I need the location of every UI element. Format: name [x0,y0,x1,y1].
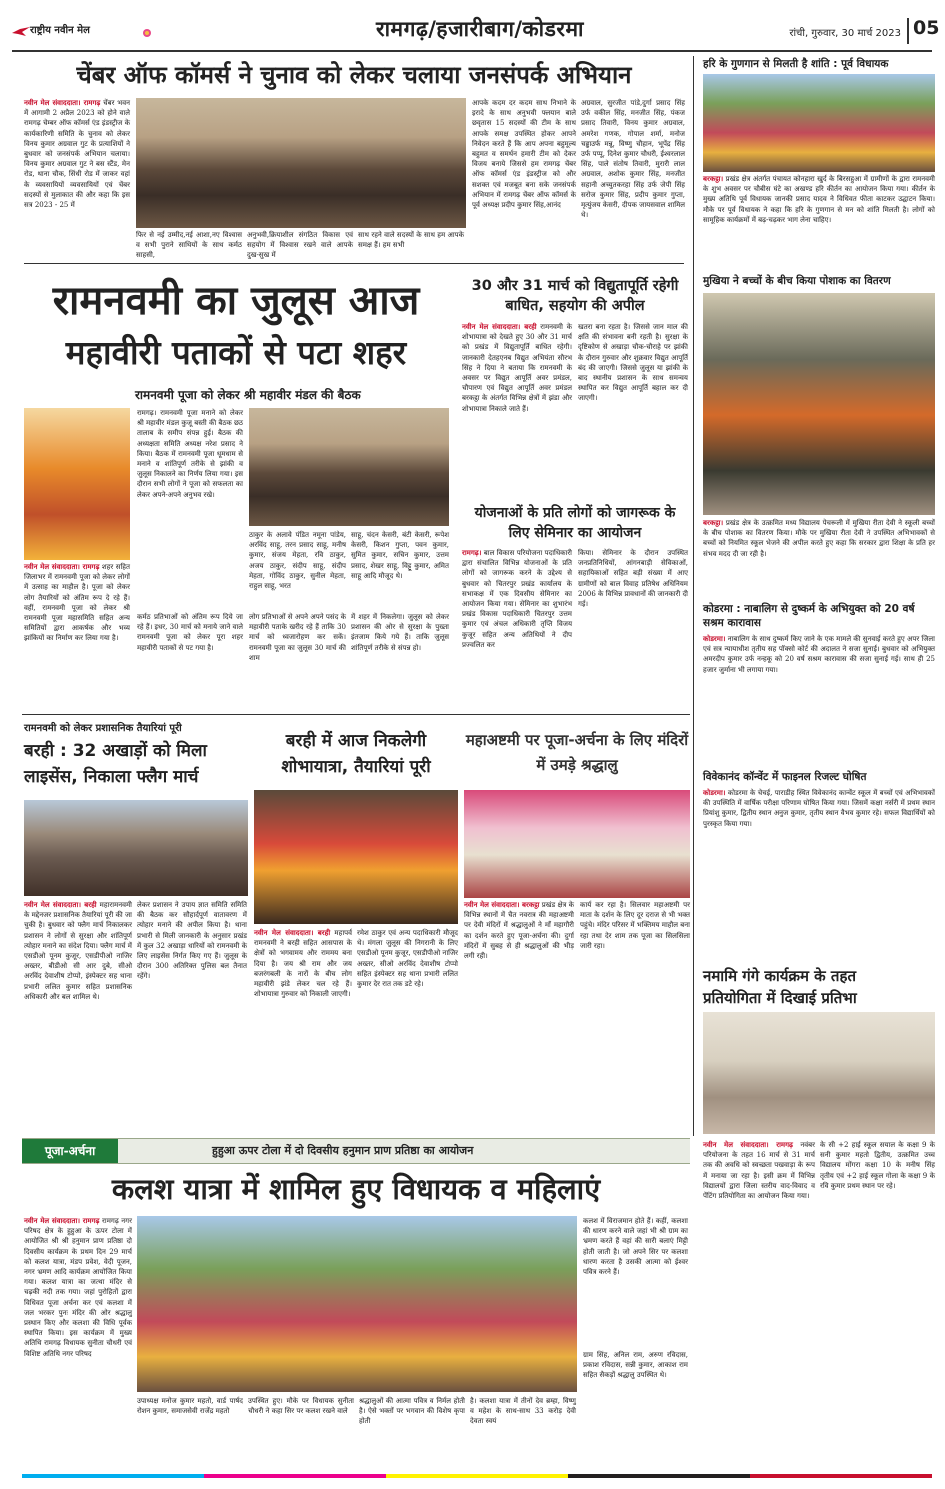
story1-col1-text: चेंबर भवन में आगामी 2 अप्रैल 2023 को होने वाले रामगढ़ चेम्बर ऑफ कॉमर्स एंड इंडस्ट्रीज के कार्यकारिणी समिति के चुनाव को लेकर विनय कुमार अग्रवाल गुट के प्रत्याशियों ने बुधवार को जनसंपर्क अभियान चलाया। विनय कुमार अग्रवाल गुट ने बस स्टैंड, मेन रोड, थाना चौक, सिंधी रोड में जाकर वहां के व्यवसायियों व्यवसायियों एवं चेंबर सदस्यों से मुलाकात की और कहा कि इस सत्र 2023 - 25 में [24,99,130,210]
story2-col4: साहू, चंदन केसरी, बंटी केसरी, रूपेश केसरी, किशन गुप्ता, पवन कुमार, सुमित कुमार, सचिन कुमार, उत्तम प्रसाद, शेखर साहू, विट्टू कुमार, अमित साहू आदि मौजूद थे। [351,531,449,580]
story3-text: रामनवमी के शोभायात्रा को देखते हुए 30 और 31 मार्च को प्रखंड में विद्युतापूर्ति बाधित रहेगी। जानकारी देतहएनब विद्युत अभियंता सौरभ सिंह ने दिया ने बताया कि रामनवमी के अवसर पर विद्युत आपूर्ति अवर प्रमंडल, चौपारण एवं विद्युत आपूर्ति अवर प्रमंडल बरकट्ठा के अंतर्गत विभिन्न क्षेत्रों में झंडा और शोभायात्रा निकाले जाते हैं। [462,323,572,413]
side2-body [703,518,935,600]
side3-headline: कोडरमा : नाबालिग से दुष्कर्म के अभियुक्त को 20 वर्ष सश्रम कारावास [703,603,915,629]
side3-body [703,634,935,768]
side5-byline: नवीन मेल संवाददाता। रामगढ़ [703,1140,793,1149]
story7-byline: नवीन मेल संवाददाता। बरकट्ठा [464,900,540,909]
story7-headline: महाअष्टमी पर पूजा-अर्चना के लिए मंदिरों में उमड़े श्रद्धालु [465,731,689,774]
story1-byline: नवीन मेल संवाददाता। रामगढ़ [24,98,101,107]
story8-kicker: हुहुआ ऊपर टोला में दो दिवसीय हनुमान प्राण प्रतिष्ठा का आयोजन [212,1144,474,1157]
side1-text: प्रखंड क्षेत्र अंतर्गत पंचायत कोनहारा खुर्द के बिरसहुआ में ग्रामीणों के द्वारा रामनवमी के शुभ अवसर पर चौबीस घंटे का अखण्ड हरि कीर्तन का आयोजन किया गया। कीर्तन के मुख्य अतिथि पूर्व विधायक जानकी प्रसाद यादव ने विधिवत फीता काटकर उद्घाटन किया। मौके पर पूर्व विधायक ने कहा कि हरि के गुणगान से मन को शांति मिलती है। लोगों को सामूहिक कार्यक्रमों में बढ़-चढ़कर भाग लेना चाहिए। [703,175,935,224]
story6-byline: नवीन मेल संवाददाता। बरही [254,928,331,937]
print-registration-bar [22,1474,932,1478]
side2-text: प्रखंड क्षेत्र के उत्क्रमित मध्य विद्यालय पेचरूली में मुखिया रीता देवी ने स्कूली बच्चों के बीच पोशाक का वितरण किया। मौके पर मुखिया रीता देवी ने उपस्थित अभिभावकों से बच्चों को नियमित स्कूल भेजने की अपील करते हुए कहा कि सरकार द्वारा शिक्षा के प्रति हर संभव मदद दी जा रही है। [703,519,935,558]
story5-col1 [24,900,132,1130]
story2-col1-text: शहर सहित जिलाभर में रामनवमी पूजा को लेकर लोगों में उत्साह का माहौल है। पूजा को लेकर लोग तैयारियों को अंतिम रूप दे रहे हैं। वहीं, रामनवमी पूजा को लेकर श्री रामनवमी पूजा महासमिति सहित अन्य समितियों द्वारा आकर्षक और भव्य झांकियों का निर्माण कर लिया गया है। [24,563,130,643]
top-rule [12,50,932,52]
story8-cap2: उपस्थित हुए। मौके पर विधायक सुनीता चौधरी ने कहा सिर पर कलश रखने वाले [248,1397,354,1416]
story1-col2: फिर से नई उम्मीद,नई आशा,नए विश्वास व सभी पुराने साथियों के साथ कर्मठ साहसी, [136,231,242,260]
story2-col1 [24,562,130,712]
newspaper-logo: राष्ट्रीय नवीन मेल [30,25,90,36]
masthead-divider [907,18,909,44]
story2-col6: लोग प्रतिभाओं से अपने अपने पसंद के महावीरी पताके खरीद रहे हैं ताकि 30 मार्च को ध्वजारोहण कर सकें। रामनवमी पूजा का जुलूस 30 मार्च की शाम [249,613,346,662]
story4-headline: योजनाओं के प्रति लोगों को जागरूक के लिए सेमिनार का आयोजन [474,505,676,541]
side4-headline: विवेकानंद कॉन्वेंट में फाइनल रिजल्ट घोषित [703,771,867,783]
side5-col1 [703,1140,815,1462]
story7-photo [464,790,690,898]
story8-cap3: श्रद्धालुओं की आत्मा पवित्र व निर्मल होती है। ऐसे भक्तों पर भगवान की विशेष कृपा होती [359,1397,465,1426]
story8-photo-procession [137,1216,577,1392]
story2-headline-line2: महावीरी पताकों से पटा शहर [65,333,407,372]
story5-headline: बरही : 32 अखाड़ों को मिला लाइसेंस, निकाला फ्लैग मार्च [24,741,207,787]
story6-photo [254,790,458,924]
side5-headline-line1: नमामि गंगे कार्यक्रम के तहत [703,967,856,985]
mid-rule [22,714,690,715]
side1-photo [703,74,935,172]
story3-col2: खतरा बना रहता है। जिससे जान माल की क्षति की संभावना बनी रहती है। सुरक्षा के दृष्टिकोण से अखाड़ा चौक-चौराहे पर झांकी के दौरान गुरुवार और शुक्रवार विद्युत आपूर्ति बंद की जाएगी। जिससे जुलूस या झांकी के बाद स्थानीय प्रशासन के साथ समन्वय स्थापित कर विद्युत आपूर्ति बहाल कर दी जाएगी। [578,323,688,403]
rangoli-icon [142,23,152,33]
side1-byline: बरकट्ठा। [703,174,724,183]
story2-col7: में शहर में निकलेगा। जुलूस को लेकर प्रशासन की ओर से सुरक्षा के पुख्ता इंतजाम किये गये हैं। ताकि जुलूस शांतिपूर्ण तरीके से संपन्न हो। [351,613,449,652]
story4-byline: रामगढ़। [462,548,482,557]
side4-text: कोडरमा के चेचई, पाराडीह स्थित विवेकानंद कान्वेंट स्कूल में बच्चों एवं अभिभावकों की उपस्थिति में वार्षिक परीक्षा परिणाम घोषित किया गया। जिसमें कक्षा नर्सरी में प्रथम स्थान प्रियांशु कुमार, द्वितीय स्थान अनुज कुमार, तृतीय स्थान वैभव कुमार रहे। सफल विद्यार्थियों को पुरस्कृत किया गया। [703,789,935,828]
side1-body [703,174,935,270]
sidebar-divider [693,56,694,1136]
story6-text: महापर्व रामनवमी ने बरही सहित आसपास के क्षेत्रों को भगवामय और राममय बना दिया है। जय श्री राम और जय बजरंगबली के नारों के बीच लोग महावीरी झंडे लेकर चल रहे हैं। शोभायात्रा गुरुवार को निकाली जाएगी। [254,929,353,999]
side5-photo [703,1012,935,1134]
story3-col1 [462,322,572,502]
story1-col1 [24,98,130,260]
section-title: रामगढ़/हजारीबाग/कोडरमा [376,17,584,41]
story8-col-right: कलश में विराजमान होते हैं। कहीं, कलशा की धारण करने वाले जहां भी श्री ग्राम का भ्रमण करते हैं वहां की सारी बलाएं मिट्टी होती जाती है। जो अपने सिर पर कलशा धारण करता है उसकी आत्मा को ईश्वर पवित्र करने हैं। [583,1217,688,1277]
side4-byline: कोडरमा। [703,788,726,797]
story7-col1 [464,900,574,1130]
story8-col-right2: ग्राम सिंह, अनिल राम, अरुण रविदास, प्रकाश रविदास, सन्नी कुमार, आकाश राम सहित सैकड़ों श्रद्धालु उपस्थित थे। [583,1351,688,1380]
story8-col1 [24,1216,132,1466]
story3-headline: 30 और 31 मार्च को विद्युतापूर्ति रहेगी बाधित, सहयोग की अपील [471,278,679,314]
side5-headline-line2: प्रतियोगिता में दिखाई प्रतिभा [703,989,857,1007]
side1-headline: हरि के गुणगान से मिलती है शांति : पूर्व विधायक [703,58,889,70]
story4-text: बाल विकास परियोजना पदाधिकारी द्वारा संचालित विभिन्न योजनाओं के प्रति लोगों को जागरूक करने के उद्देश्य से बुधवार को चितरपुर प्रखंड कार्यालय के सभाकक्ष में एक दिवसीय सेमिनार का आयोजन किया गया। सेमिनार का शुभारंभ प्रखंड विकास पदाधिकारी चितरपुर उत्तम कुमार एवं अंचल अधिकारी तृप्ति विजय कुजूर सहित अन्य अतिथियों ने दीप प्रज्वलित कर [462,549,572,649]
section-label-puja: पूजा-अर्चना [22,1139,118,1163]
eagle-logo-icon [12,22,30,32]
story1-col4: साथ रहने वाले सदस्यों के साथ हम आपके समक्ष हैं। हम सभी [358,231,464,250]
story3-byline: नवीन मेल संवाददाता। बरही [462,322,537,331]
story7-col2: कार्य कर रहा है। सिलवार महाअष्टमी पर माता के दर्शन के लिए दूर दराज से भी भक्त पहुंचे। मंदिर परिसर में भक्तिमय माहौल बना रहा तथा देर शाम तक पूजा का सिलसिला जारी रहा। [580,901,690,950]
side3-byline: कोडरमा। [703,634,726,643]
story2-byline: नवीन मेल संवाददाता। रामगढ़ [24,562,100,571]
side3-text: नाबालिग के साथ दुष्कर्म किए जाने के एक मामले की सुनवाई करते हुए अपर जिला एवं सत्र न्यायाधीश तृतीय सह पॉक्सो कोर्ट की अदालत ने सजा सुनाई। बुधवार को अभियुक्त अमरदीप कुमार उर्फ नन्हकू को 20 वर्ष सश्रम कारावास की सजा सुनाई गई। साथ ही 25 हजार जुर्माना भी लगाया गया। [703,635,935,674]
story4-col1 [462,548,572,708]
story2-subhead: रामनवमी पूजा को लेकर श्री महावीर मंडल की बैठक [135,388,361,402]
story1-col6: अग्रवाल, सुरजीत पांडे,दुर्गा प्रसाद सिंह उर्फ वकील सिंह, मनजीत सिंह, पंकज प्रसाद तिवारी, विनय कुमार अग्रवाल, अमरेश गणक, गोपाल शर्मा, मनोज चढ्ढाउर्फ मन्नू, विष्णु चौहान, भूपेंद्र सिंह उर्फ पप्पू, दिनेश कुमार चौधरी, ईश्वरलाल सिंह, पाले संतोष तिवारी, मुरारी लाल अग्रवाल, अशोक कुमार सिंह, मनजीत सहानी अच्युतकरहा सिंह उर्फ जेपी सिंह सरोज कुमार सिंह, प्रदीप कुमार गुप्ता, मृत्युंजय केसरी, दीपक जायसवाल शामिल थे। [581,99,685,220]
story7-text: प्रखंड क्षेत्र के विभिन्न स्थानों में चैत नवरात्र की महाअष्टमी पर देवी मंदिरों में श्रद्धालुओं ने माँ महागौरी का दर्शन करते हुए पूजा-अर्चना की। दुर्गा मंदिरों में सुबह से ही श्रद्धालुओं की भीड़ लगी रही। [464,901,574,961]
masthead [10,12,940,50]
story2-photo-hanuman [24,408,130,560]
story5-photo [24,800,248,896]
story8-headline: कलश यात्रा में शामिल हुए विधायक व महिलाएं [111,1172,601,1206]
page-number: 05 [913,17,940,39]
story2-col2: रामगढ़। रामनवमी पूजा मनाने को लेकर श्री महावीर मंडल कुजू बस्ती की बैठक छठ तालाब के समीप संपन्न हुई। बैठक की अध्यक्षता समिति अध्यक्ष नरेश प्रसाद ने किया। बैठक में रामनवमी पूजा धूमधाम से मनाने व शांतिपूर्ण तरीके से झांकी व जुलूस निकालने का निर्णय लिया गया। इस दौरान सभी लोगों ने पूजा को सफलता का लेकर अपने-अपने अनुभव रखे। [137,409,244,499]
story6-col2: रमेश ठाकुर एवं अन्य पदाधिकारी मौजूद थे। मंगला जुलूस की निगरानी के लिए एसडीओ पूनम कुजूर, एसडीपीओ नाजिर अख्तर, सीओ अरविंद देवाशीष टोप्पो सहित इंस्पेक्टर सह थाना प्रभारी ललित कुमार देर रात तक डटे रहे। [357,929,458,989]
story5-col2: लेकर प्रशासन ने उपाय ज्ञात समिति समिति की बैठक कर सौहार्दपूर्ण वातावरण में त्योहार मनाने की अपील किया है। थाना प्रभारी से मिली जानकारी के अनुसार प्रखंड में कुल 32 अखाड़ा धारियों को रामनवमी के लिए लाइसेंस निर्गत किए गए हैं। जुलूस के दौरान 300 अतिरिक्त पुलिस बल तैनात रहेंगे। [137,901,247,981]
story1-photo [136,98,466,228]
story8-text: रामगढ़ नगर परिषद क्षेत्र के हुहुआ के ऊपर टोला में आयोजित श्री श्री हनुमान प्राण प्रतिष्ठा दो दिवसीय कार्यक्रम के प्रथम दिन 29 मार्च को कलश यात्रा, मंडप प्रवेश, वेदी पूजन, नगर भ्रमण आदि कार्यक्रम आयोजित किया गया। कलश यात्रा का जत्था मंदिर से चढ़की नदी तक गया। जहां पुरोहितों द्वारा विधिवत पूजा अर्चना कर एवं कलशा में जल भरकर पुनः मंदिर की ओर श्रद्धालु प्रस्थान किए और कलशा की विधि पूर्वक स्थापित किया। इस कार्यक्रम में मुख्य अतिथि रामगढ़ विधायक सुनीता चौधरी एवं विशिष्ट अतिथि नगर परिषद [24,1217,132,1358]
story1-col3: अनुभवी,क्रियाशील संगठित विकास एवं सहयोग में विश्वास रखने वाले आपके दुख-सुख में [247,231,353,260]
story6-headline: बरही में आज निकलेगी शोभायात्रा, तैयारियां पूरी [281,731,431,777]
side4-body [703,788,935,960]
side5-col2: के सी +2 हाई स्कूल सयाल के कक्षा 9 के सनी कुमार महतो द्वितीय, उत्क्रमित उच्च विद्यालय मोंगरा कक्षा 10 के मनीष सिंह तृतीय एवं +2 हाई स्कूल गोला के कक्षा 9 के रवि कुमार प्रथम स्थान पर रहे। [820,1141,935,1190]
story1-headline: चेंबर ऑफ कॉमर्स ने चुनाव को लेकर चलाया जनसंपर्क अभियान [76,61,632,89]
story5-kicker: रामनवमी को लेकर प्रशासनिक तैयारियां पूरी [24,723,182,734]
story2-headline-line1: रामनवमी का जुलूस आज [52,278,420,324]
side5-text2: नवंबर परियोजना के तहत 16 मार्च से 31 मार्च तक की अवधि को स्वच्छता पखवाड़ा के रूप में मनाया जा रहा है। इसी क्रम में विभिन्न विद्यालयों द्वारा जिला स्तरीय वाद-विवाद व पेंटिंग प्रतियोगिता का आयोजन किया गया। [703,1141,815,1201]
story2-col5: कर्मठ प्रतिभाओं को अंतिम रूप दिये जा रहे हैं। इधर, 30 मार्च को मनाये जाने वाले रामनवमी पूजा को लेकर पूरा शहर महावीरी पताकों से पट गया है। [137,613,243,652]
story5-text: महारामनवमी के मद्देनजर प्रशासनिक तैयारियां पूरी की जा चुकी है। बुधवार को फ्लैग मार्च निकालकर प्रशासन ने लोगों से सुरक्षा और शांतिपूर्ण त्योहार मनाने का संदेश दिया। फ्लैग मार्च में एसडीओ पूनम कुजूर, एसडीपीओ नाजिर अख्तर, बीडीओ सी आर दुबे, सीओ अरविंद देवाशीष टोप्पो, इंस्पेक्टर सह थाना प्रभारी ललित कुमार सहित प्रशासनिक अधिकारी और बल शामिल थे। [24,901,132,1001]
story4-col2: किया। सेमिनार के दौरान उपस्थित जनप्रतिनिधियों, आंगनबाड़ी सेविकाओं, सहायिकाओं सहित बड़ी संख्या में आए ग्रामीणों को बाल विवाह प्रतिषेध अधिनियम 2006 के विभिन्न प्रावधानों की जानकारी दी गई। [578,549,688,609]
story1-bottom-rule [24,263,684,264]
story5-byline: नवीन मेल संवाददाता। बरही [24,900,97,909]
story2-col3: ठाकुर के अलावे पंडित नमूना पांडेय, अरविंद साहू, तरन प्रसाद साहू, मनीष कुमार, संजय मेहता, रवि ठाकुर, अजय ठाकुर, संदीप साहू, संदीप मेहता, गोविंद ठाकुर, सुनील मेहता, राहुल साहू, भरत [249,531,346,591]
side2-photo [703,293,935,515]
story1-col5: आपके कदम दर कदम साथ निभाने के इरादे के साथ अनुभवी फ्लयान बाले छवृतास 15 सदस्यों की टीम के साथ आपके समक्ष उपस्थित होकर आपने निवेदन करते हैं कि आप अपना बहुमूल्य बहुमत व समर्थन हमारी टीम को देकर विजय बनाये जिससे हम रामगढ़ चेंबर ऑफ कॉमर्स एंड इंडस्ट्रीज को और सशक्त एवं मजबूत बना सके जनसंपर्क अभियान में रामगढ़ चेंबर ऑफ कॉमर्स के पूर्व अध्यक्ष प्रदीप कुमार सिंह,आनंद [472,99,576,210]
story2-photo-meeting [249,408,449,526]
side2-byline: बरकट्ठा। [703,518,724,527]
dateline: रांची, गुरुवार, 30 मार्च 2023 [789,28,901,39]
side2-headline: मुखिया ने बच्चों के बीच किया पोशाक का वितरण [703,275,891,287]
story8-cap1: उपाध्यक्ष मनोज कुमार महतो, वार्ड पार्षद रोशन कुमार, समाजसेवी राजेंद्र महतो [137,1397,243,1416]
story8-byline: नवीन मेल संवाददाता। रामगढ़ [24,1216,100,1225]
story8-cap4: है। कलशा यात्रा में तीनों देव ब्रम्हा, विष्णु व महेश के साथ-साथ 33 करोड़ देवी देवता स्वयं [470,1397,576,1426]
story6-col1 [254,928,352,1130]
